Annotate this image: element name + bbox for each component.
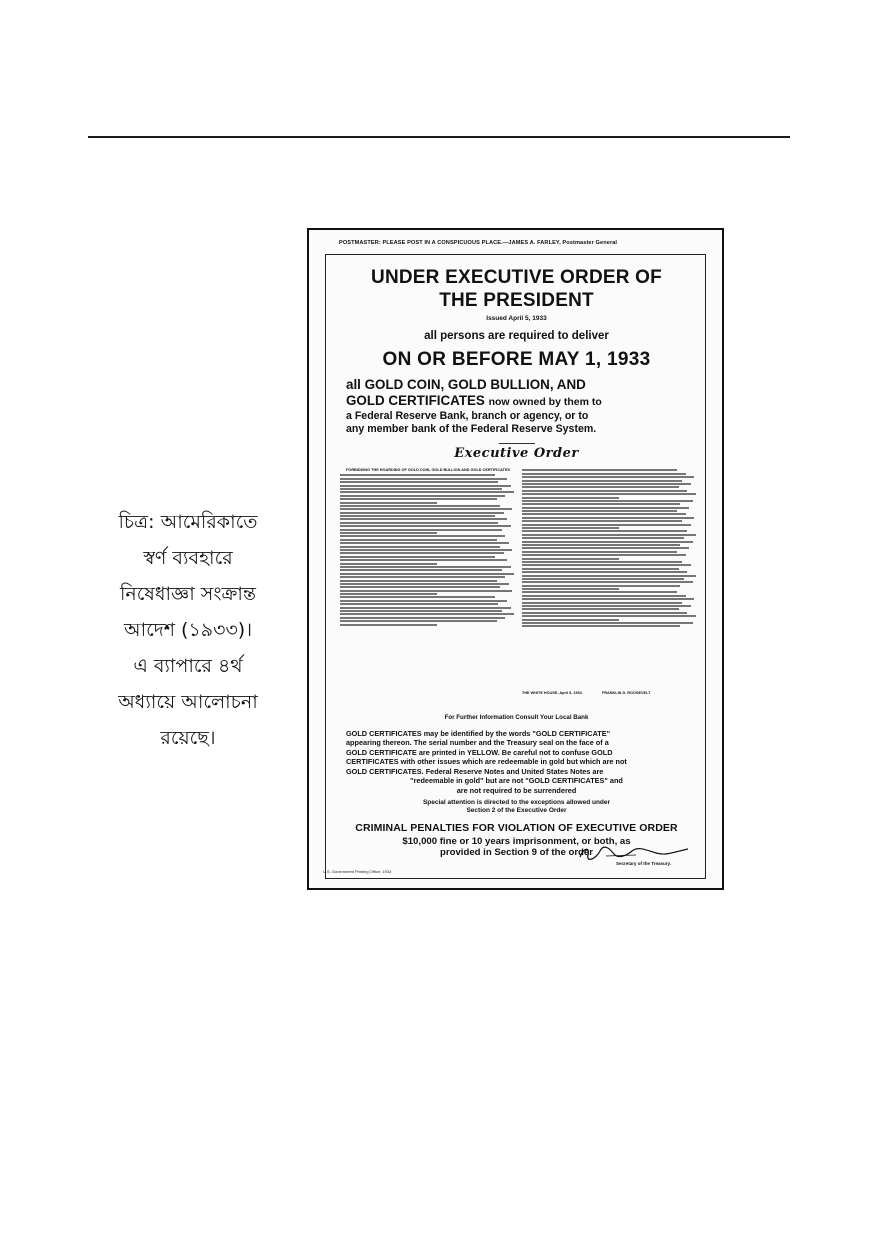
fine-print-line [522, 524, 691, 526]
fine-print-line [522, 568, 679, 570]
fine-print-line [340, 495, 505, 497]
fine-print-line [522, 625, 680, 627]
fine-print-line [340, 505, 500, 507]
fine-print-line [340, 563, 437, 565]
fine-print-line [522, 507, 689, 509]
gold-line1: all GOLD COIN, GOLD BULLION, AND [346, 377, 586, 392]
fine-print-line [522, 558, 619, 560]
caption-line: চিত্র: আমেরিকাতে [118, 511, 258, 533]
fine-print-line [522, 544, 680, 546]
gold-certificate-notice [346, 729, 691, 776]
fine-print-line [522, 585, 680, 587]
requirement-text: all persons are required to deliver [424, 330, 609, 342]
caption-line: আদেশ (১৯৩৩)। [123, 619, 253, 641]
fine-print-line [340, 485, 511, 487]
fine-print-line [522, 497, 619, 499]
fine-print-line [340, 593, 437, 595]
executive-order-poster [307, 228, 724, 890]
fine-print-line [340, 498, 497, 500]
attention-line2: Section 2 of the Executive Order [466, 807, 567, 814]
deadline-text: ON OR BEFORE MAY 1, 1933 [382, 349, 651, 370]
fine-print-line [340, 552, 504, 554]
fine-print-line [522, 530, 687, 532]
federal-line2: any member bank of the Federal Reserve System. [346, 423, 597, 435]
fine-print-line [340, 522, 498, 524]
fine-print-line [522, 469, 677, 471]
printer-note: U.S. Government Printing Office: 1933 [323, 869, 392, 874]
fine-print-line [522, 571, 687, 573]
fine-print-line [340, 539, 497, 541]
fine-print-line [522, 486, 679, 488]
fine-print-line [522, 510, 677, 512]
fine-print-line [522, 561, 682, 563]
fine-print-line [522, 503, 680, 505]
fine-print-line [340, 556, 495, 558]
fine-print-line [522, 612, 687, 614]
heading-rule [499, 443, 535, 444]
fine-print-line [522, 480, 682, 482]
fine-print-line [340, 525, 511, 527]
fine-print-line [340, 508, 512, 510]
fine-print-line [522, 608, 679, 610]
fine-print-line [340, 549, 512, 551]
redeemable-line: "redeemable in gold" but are not "GOLD CERTIFICATES" and [410, 776, 623, 785]
fine-print-line [522, 483, 691, 485]
fine-print-line [522, 564, 691, 566]
fine-print-line [340, 518, 507, 520]
fine-print-line [522, 622, 693, 624]
poster-title-line2: THE PRESIDENT [439, 290, 594, 311]
fine-print-line [340, 488, 502, 490]
fine-print-line [522, 517, 694, 519]
fine-print-line [340, 573, 514, 575]
gc-line: GOLD CERTIFICATES may be identified by the words "GOLD CERTIFICATE" [346, 729, 611, 738]
executive-order-heading: Executive Order [454, 446, 579, 461]
fine-print-line [340, 620, 497, 622]
fine-print-line [522, 581, 693, 583]
gold-certificates-text: GOLD CERTIFICATES [346, 393, 485, 408]
fine-print-line [522, 541, 693, 543]
fine-print-line [340, 624, 437, 626]
order-text-right-column [522, 468, 698, 629]
fine-print-line [522, 554, 686, 556]
gc-line: appearing thereon. The serial number and the Treasury seal on the face of a [346, 738, 609, 748]
fine-print-line [522, 615, 696, 617]
fine-print-line [522, 513, 686, 515]
fine-print-line [340, 474, 495, 476]
signature-block [522, 691, 698, 695]
fine-print-line [522, 476, 694, 478]
caption-line: স্বর্ণ ব্যবহারে [143, 547, 233, 569]
caption-line: অধ্যায়ে আলোচনা [118, 691, 258, 713]
fine-print-line [522, 493, 696, 495]
fine-line1: $10,000 fine or 10 years imprisonment, or both, as [402, 836, 631, 847]
fine-print-line [340, 569, 502, 571]
fine-print-line [522, 602, 682, 604]
attention-line1: Special attention is directed to the exceptions allowed under [422, 799, 611, 806]
poster-border [325, 254, 706, 879]
fine-print-line [340, 613, 514, 615]
fine-print-line [340, 542, 509, 544]
fine-print-line [522, 588, 619, 590]
postmaster-notice: POSTMASTER: PLEASE POST IN A CONSPICUOUS PLACE.—JAMES A. FARLEY, Postmaster General [339, 240, 618, 246]
fine-print-line [522, 537, 684, 539]
fine-print-line [522, 473, 686, 475]
fine-print-line [522, 551, 677, 553]
secretary-signature [576, 841, 696, 863]
right-column-body [522, 469, 698, 627]
fine-line2: provided in Section 9 of the order [440, 847, 593, 858]
not-required-line: are not required to be surrendered [456, 786, 577, 795]
fine-print-line [340, 512, 504, 514]
figure-caption [88, 504, 288, 756]
gold-line2 [346, 393, 691, 410]
fine-print-line [522, 490, 687, 492]
owned-text: now owned by them to [488, 396, 602, 408]
fine-print-line [522, 520, 682, 522]
fine-print-line [340, 535, 505, 537]
secretary-label: Secretary of the Treasury. [616, 861, 671, 866]
fine-print-line [522, 534, 696, 536]
further-info: For Further Information Consult Your Local Bank [444, 714, 589, 721]
fine-print-line [340, 610, 502, 612]
fine-print-line [522, 547, 689, 549]
fine-print-line [522, 591, 677, 593]
federal-line1: a Federal Reserve Bank, branch or agency, or to [346, 410, 589, 422]
fine-print-line [522, 575, 696, 577]
gc-line: CERTIFICATES with other issues which are redeemable in gold but which are not [346, 757, 627, 767]
fine-print-line [522, 595, 686, 597]
fine-print-line [340, 576, 505, 578]
fine-print-line [340, 559, 507, 561]
issued-date: Issued April 5, 1933 [486, 315, 547, 322]
fine-print-line [522, 578, 684, 580]
order-text-left-column [340, 468, 516, 627]
left-column-heading: FORBIDDING THE HOARDING OF GOLD COIN, GOLD BULLION AND GOLD CERTIFICATES [346, 468, 510, 472]
criminal-penalties: CRIMINAL PENALTIES FOR VIOLATION OF EXECUTIVE ORDER [355, 822, 678, 834]
fine-print-line [340, 596, 495, 598]
caption-line: এ ব্যাপারে ৪র্থ [133, 655, 243, 677]
fine-print-line [340, 529, 502, 531]
fine-print-line [340, 603, 498, 605]
fine-print-line [522, 619, 619, 621]
fine-print-line [340, 491, 514, 493]
caption-line: নিষেধাজ্ঞা সংক্রান্ত [119, 583, 256, 605]
fine-print-line [340, 600, 507, 602]
fine-print-line [340, 478, 507, 480]
fine-print-line [340, 515, 495, 517]
fine-print-line [340, 607, 511, 609]
fine-print-line [522, 605, 691, 607]
fine-print-line [340, 590, 512, 592]
fine-print-line [340, 617, 505, 619]
fine-print-line [340, 502, 437, 504]
poster-title-line1: UNDER EXECUTIVE ORDER OF [371, 267, 662, 288]
fine-print-line [340, 546, 500, 548]
fine-print-line [522, 527, 619, 529]
page-top-rule [88, 136, 790, 138]
gc-line: GOLD CERTIFICATES. Federal Reserve Notes and United States Notes are [346, 766, 604, 776]
fine-print-line [340, 583, 509, 585]
fine-print-line [340, 586, 500, 588]
fine-print-line [340, 580, 497, 582]
signed-name: FRANKLIN D. ROOSEVELT [602, 691, 651, 695]
signed-place: THE WHITE HOUSE, April 5, 1933. [522, 691, 583, 695]
caption-line: রয়েছে। [160, 727, 216, 749]
fine-print-line [522, 500, 693, 502]
fine-print-line [522, 598, 694, 600]
fine-print-line [340, 532, 437, 534]
gc-line: GOLD CERTIFICATE are printed in YELLOW. Be careful not to confuse GOLD [346, 747, 613, 757]
left-column-body [340, 474, 516, 625]
fine-print-line [340, 566, 511, 568]
fine-print-line [340, 481, 498, 483]
